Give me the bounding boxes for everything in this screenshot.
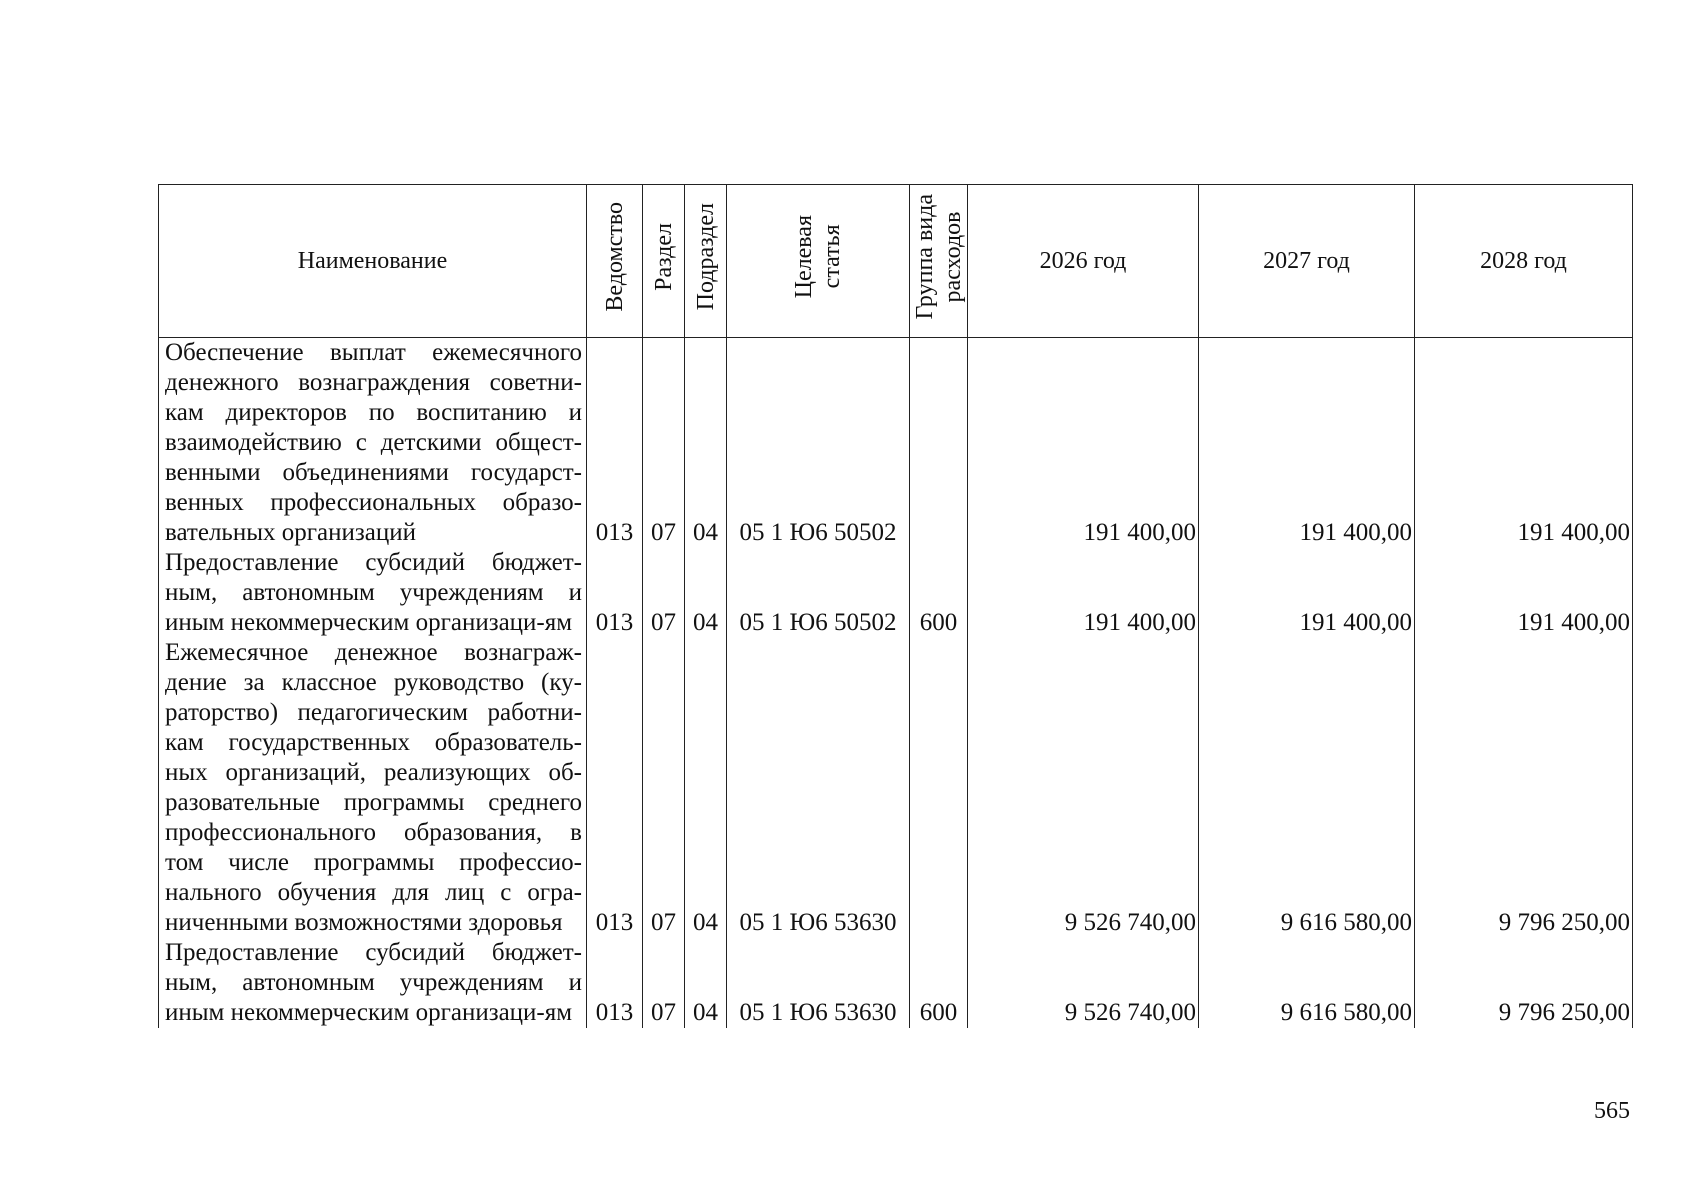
row-vedomstvo: 013 (587, 338, 643, 549)
header-razdel-label: Раздел (650, 223, 677, 291)
row-2028: 191 400,00 (1415, 338, 1633, 549)
row-vedomstvo: 013 (587, 638, 643, 938)
header-vedomstvo-label: Ведомство (601, 202, 628, 312)
row-razdel: 07 (643, 548, 685, 638)
row-2026: 9 526 740,00 (968, 938, 1199, 1028)
row-tselevaya: 05 1 Ю6 53630 (727, 938, 910, 1028)
header-tselevaya-line1: Целевая (791, 215, 817, 299)
row-vedomstvo: 013 (587, 548, 643, 638)
header-name (159, 185, 587, 338)
header-gruppa-line2: расходов (939, 211, 966, 303)
table-row (159, 938, 1633, 1028)
header-gruppa-line1: Группа вида (911, 194, 938, 320)
header-podrazdel (685, 185, 727, 338)
header-tselevaya (727, 185, 910, 338)
header-gruppa (910, 185, 968, 338)
row-podrazdel: 04 (685, 638, 727, 938)
row-vedomstvo: 013 (587, 938, 643, 1028)
row-name: Ежемесячное денежное вознаграж-дение за классное руководство (ку-раторство) педагогическим работни-кам государственных образователь-ных организаций, реализующих об-разовательные программы среднего профессионального образования, в том числе программы профессио-нального обучения для лиц с огра-ниченными возможностями здоровья (159, 638, 587, 938)
row-name: Предоставление субсидий бюджет-ным, автономным учреждениям и иным некоммерческим организаци-ям (159, 548, 587, 638)
row-2026: 9 526 740,00 (968, 638, 1199, 938)
header-2027-label: 2027 год (1263, 248, 1350, 274)
header-podrazdel-label: Подраздел (692, 203, 719, 311)
header-2026 (968, 185, 1199, 338)
table-row (159, 338, 1633, 549)
header-name-label: Наименование (297, 248, 448, 274)
row-tselevaya: 05 1 Ю6 53630 (727, 638, 910, 938)
row-2028: 9 796 250,00 (1415, 938, 1633, 1028)
budget-table (158, 184, 1633, 1028)
header-razdel (643, 185, 685, 338)
row-name: Предоставление субсидий бюджет-ным, автономным учреждениям и иным некоммерческим организаци-ям (159, 938, 587, 1028)
header-tselevaya-line2: статья (819, 225, 845, 289)
row-podrazdel: 04 (685, 338, 727, 549)
table-row (159, 638, 1633, 938)
row-2027: 9 616 580,00 (1199, 938, 1415, 1028)
row-gruppa (910, 338, 968, 549)
header-2028 (1415, 185, 1633, 338)
row-podrazdel: 04 (685, 938, 727, 1028)
row-razdel: 07 (643, 938, 685, 1028)
header-2028-label: 2028 год (1480, 248, 1567, 274)
header-2027 (1199, 185, 1415, 338)
table-row (159, 548, 1633, 638)
header-gruppa-label (911, 194, 967, 319)
row-razdel: 07 (643, 638, 685, 938)
header-2026-label: 2026 год (1039, 248, 1127, 274)
header-tselevaya-label (790, 215, 846, 298)
row-tselevaya: 05 1 Ю6 50502 (727, 548, 910, 638)
row-2027: 191 400,00 (1199, 548, 1415, 638)
row-podrazdel: 04 (685, 548, 727, 638)
row-name: Обеспечение выплат ежемесячного денежного вознаграждения советни-кам директоров по воспитанию и взаимодействию с детскими общест-венными объединениями государст-венных профессиональных образо-вательных организаций (159, 338, 587, 549)
row-2027: 191 400,00 (1199, 338, 1415, 549)
header-vedomstvo (587, 185, 643, 338)
row-gruppa: 600 (910, 548, 968, 638)
row-gruppa: 600 (910, 938, 968, 1028)
row-2027: 9 616 580,00 (1199, 638, 1415, 938)
row-gruppa (910, 638, 968, 938)
row-razdel: 07 (643, 338, 685, 549)
row-2028: 9 796 250,00 (1415, 638, 1633, 938)
row-tselevaya: 05 1 Ю6 50502 (727, 338, 910, 549)
row-2026: 191 400,00 (968, 338, 1199, 549)
row-2026: 191 400,00 (968, 548, 1199, 638)
table-header-row (159, 185, 1633, 338)
row-2028: 191 400,00 (1415, 548, 1633, 638)
page-number: 565 (1594, 1098, 1630, 1124)
